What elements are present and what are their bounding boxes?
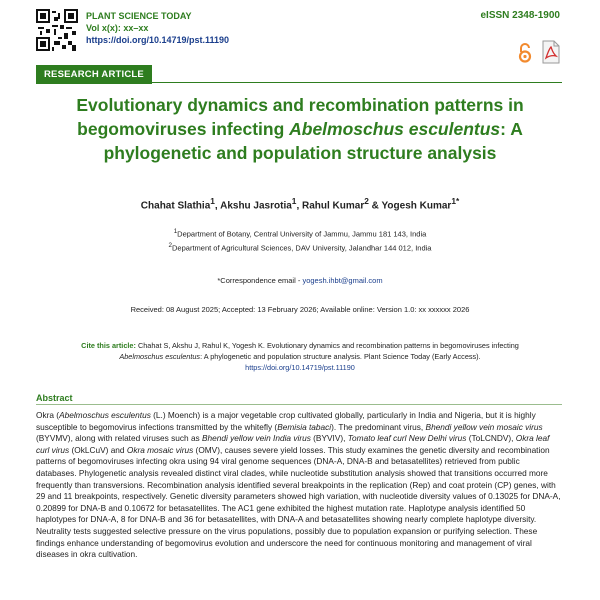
author-separator: , xyxy=(296,200,302,212)
author-name: Chahat Slathia xyxy=(140,200,211,212)
author-affiliation-mark: 2 xyxy=(364,196,369,206)
author-affiliation-mark: 1 xyxy=(291,196,297,206)
abstract-species: Tomato leaf curl New Delhi virus xyxy=(347,433,467,444)
abstract-species: Bhendi yellow vein mosaic virus xyxy=(425,421,543,432)
abstract-species: Bhendi yellow vein India virus xyxy=(202,433,311,444)
open-access-icon[interactable] xyxy=(518,43,532,63)
article-type-badge: RESEARCH ARTICLE xyxy=(36,65,152,84)
title-part-2: : A phylogenetic and population structure analysis xyxy=(103,119,523,163)
abstract-heading: Abstract xyxy=(36,393,73,403)
cite-label: Cite this article: xyxy=(81,341,136,350)
cite-this-article xyxy=(70,340,530,373)
affiliation: $^2$Department of Agricultural Sciences, DAV University, Jalandhar 144 012, India xyxy=(168,241,432,252)
author-name: Akshu Jasrotia xyxy=(220,200,292,212)
journal-header xyxy=(86,10,229,46)
cite-text: Chahat S, Akshu J, Rahul K, Yogesh K. Evolutionary dynamics and recombination patterns in begomoviruses infecting xyxy=(135,341,519,350)
abstract-text: (OkLCuV) and xyxy=(69,444,127,455)
author-separator: , xyxy=(214,200,221,212)
journal-volume: Vol x(x): xx–xx xyxy=(86,23,149,33)
cite-doi-link[interactable]: https://doi.org/10.14719/pst.11190 xyxy=(245,363,355,372)
affiliation: $^1$Department of Botany, Central University of Jammu, Jammu 181 143, India xyxy=(173,228,427,239)
journal-name: PLANT SCIENCE TODAY xyxy=(86,11,192,21)
abstract-text: (BYVMV), along with related viruses such as xyxy=(36,433,203,444)
title-part-1: Evolutionary dynamics and recombination patterns in begomoviruses infecting xyxy=(76,95,524,139)
author-list xyxy=(60,196,540,211)
author-name: Yogesh Kumar xyxy=(381,200,452,212)
abstract-text: (ToLCNDV), xyxy=(466,433,516,444)
cite-text: : A phylogenetic and population structure analysis. Plant Science Today (Early Access). xyxy=(200,352,481,361)
eissn: eISSN 2348-1900 xyxy=(480,10,560,21)
publication-dates: Received: 08 August 2025; Accepted: 13 February 2026; Available online: Version 1.0: xx xxxxxx 2026 xyxy=(130,305,470,314)
author-name: Rahul Kumar xyxy=(302,200,365,212)
abstract-text: (OMV), causes severe yield losses. This study examines the genetic diversity and recombination patterns of begomoviruses infecting okra using 94 viral genome sequences (DNA-A, DNA-B and betasatellites) retrieved from public databases. Phylogenetic analysis revealed distinct viral clades, while nucleotide substitution analysis showed that transitions occurred more frequently than transversions. Recombination analysis identified several breakpoints in the replication (Rep) and coat protein (CP) genes, with 29 and 11 breakpoints, respectively. Genetic diversity parameters showed high variation, with nucleotide diversity values of 0.13025 for DNA-A, 0.20899 for DNA-B and 0.10672 for betasatellites. The AC1 gene exhibited the highest mutation rate. Haplotype analysis identified 50 haplotypes for DNA-A, 8 for DNA-B and 36 for betasatellites, with DNA-A and betasatellites showing nearly complete haplotype diversity. Neutrality tests suggested selective pressure on the virus populations, possibly due to population expansion or purifying selection. These findings enhance understanding of begomovirus evolution and underscore the need for continuous monitoring and management of viral diseases in okra cultivation. xyxy=(36,444,561,560)
abstract-body xyxy=(36,410,562,561)
correspondence xyxy=(60,276,540,285)
abstract-species: Abelmoschus esculentus xyxy=(59,410,151,420)
correspondence-label: *Correspondence email - xyxy=(217,276,303,285)
qr-code-icon xyxy=(36,9,78,51)
abstract-species: Okra mosaic virus xyxy=(126,444,194,455)
abstract-species: Okra leaf curl virus xyxy=(36,433,550,455)
cite-species: Abelmoschus esculentus xyxy=(119,352,201,361)
abstract-text: (BYVIV), xyxy=(310,433,348,444)
abstract-species: Bemisia tabaci xyxy=(277,421,332,432)
author-affiliation-mark: 1 xyxy=(210,196,215,206)
abstract-text: ). The predominant virus, xyxy=(331,421,426,432)
title-species: Abelmoschus esculentus xyxy=(289,119,501,139)
abstract-divider xyxy=(36,404,562,405)
article-title xyxy=(60,93,540,165)
abstract-text: (L.) Moench) is a major vegetable crop cultivated globally, particularly in India and Nigeria, but it is highly susceptible to begomovirus infections transmitted by the whitefly ( xyxy=(36,410,536,432)
header-divider xyxy=(36,82,562,83)
journal-doi-link[interactable]: https://doi.org/10.14719/pst.11190 xyxy=(86,35,230,45)
author-separator: & xyxy=(368,200,382,212)
author-affiliation-mark: 1* xyxy=(451,196,460,206)
abstract-text: Okra ( xyxy=(36,410,60,420)
affiliations xyxy=(60,226,540,253)
correspondence-email-link[interactable]: yogesh.ihbt@gmail.com xyxy=(302,276,383,285)
pdf-icon[interactable] xyxy=(540,40,562,64)
